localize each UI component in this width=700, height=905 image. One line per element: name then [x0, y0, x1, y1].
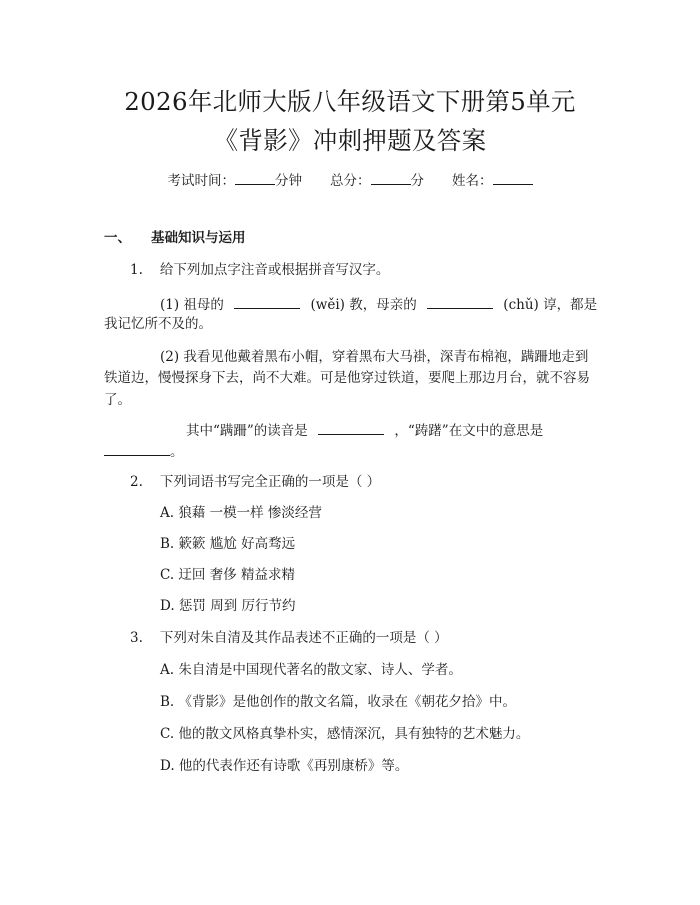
answer-blank[interactable]: [427, 296, 493, 309]
q1-item2-line2: 铁道边，慢慢探身下去，尚不大难。可是他穿过铁道，要爬上那边月台，就不容易: [104, 370, 590, 386]
option-d[interactable]: D. 他的代表作还有诗歌《再别康桥》等。: [160, 758, 409, 774]
question-3: [130, 632, 448, 646]
name-label: 姓名：: [452, 173, 493, 189]
exam-info-row: [0, 169, 700, 189]
time-blank[interactable]: [235, 172, 275, 185]
question-1: [130, 264, 389, 278]
question-number: 2.: [130, 474, 143, 490]
score-blank[interactable]: [371, 172, 411, 185]
question-stem: 下列词语书写完全正确的一项是（ ）: [159, 474, 381, 490]
q1-item1-line1: [160, 296, 597, 313]
page-title: 2026年北师大版八年级语文下册第5单元: [124, 87, 576, 116]
section-title: 基础知识与运用: [151, 230, 246, 246]
option-d[interactable]: D. 惩罚 周到 厉行节约: [160, 598, 296, 614]
q1-item2-line3: 了。: [104, 392, 131, 408]
option-b[interactable]: B. 《背影》是他创作的散文名篇，收录在《朝花夕拾》中。: [160, 694, 517, 710]
option-a[interactable]: A. 朱自清是中国现代著名的散文家、诗人、学者。: [160, 662, 462, 678]
answer-blank[interactable]: [234, 296, 300, 309]
option-c[interactable]: C. 迂回 奢侈 精益求精: [160, 567, 296, 583]
q1-sub-text-a: 其中“蹒跚”的读音是: [186, 423, 308, 439]
option-b[interactable]: B. 簌簌 尴尬 好高骛远: [160, 536, 296, 552]
question-2: [130, 476, 380, 490]
score-label: 总分：: [330, 173, 371, 189]
q1-item1-text-a: (1) 祖母的: [160, 297, 224, 313]
name-blank[interactable]: [493, 172, 533, 185]
q1-item1-text-c: (chǔ) 谆，都是: [503, 297, 598, 313]
page-subtitle: 《背影》冲刺押题及答案: [213, 126, 487, 155]
option-a[interactable]: A. 狼藉 一模一样 惨淡经营: [160, 505, 322, 521]
q1-sub-end: 。: [170, 444, 184, 460]
q1-sub-text-b: ，“踌躇”在文中的意思是: [394, 423, 544, 439]
answer-blank[interactable]: [318, 422, 384, 435]
answer-blank[interactable]: [104, 443, 170, 456]
question-number: 3.: [130, 630, 143, 646]
question-stem: 给下列加点字注音或根据拼音写汉字。: [159, 262, 390, 278]
q1-sub-line2: [104, 443, 184, 460]
q1-sub-line1: [186, 422, 543, 439]
option-c[interactable]: C. 他的散文风格真挚朴实，感情深沉，具有独特的艺术魅力。: [160, 726, 530, 742]
question-stem: 下列对朱自清及其作品表述不正确的一项是（ ）: [159, 630, 448, 646]
section-number: 一、: [104, 230, 131, 246]
score-unit: 分: [410, 173, 424, 189]
q1-item1-text-b: (wěi) 教，母亲的: [310, 297, 417, 313]
time-label: 考试时间：: [167, 173, 235, 189]
question-number: 1.: [130, 262, 143, 278]
q1-item1-line2: 我记忆所不及的。: [104, 316, 212, 332]
section-heading: [104, 232, 246, 246]
q1-item2-line1: (2) 我看见他戴着黑布小帽，穿着黑布大马褂，深青布棉袍，蹒跚地走到: [160, 349, 589, 365]
time-unit: 分钟: [275, 173, 302, 189]
